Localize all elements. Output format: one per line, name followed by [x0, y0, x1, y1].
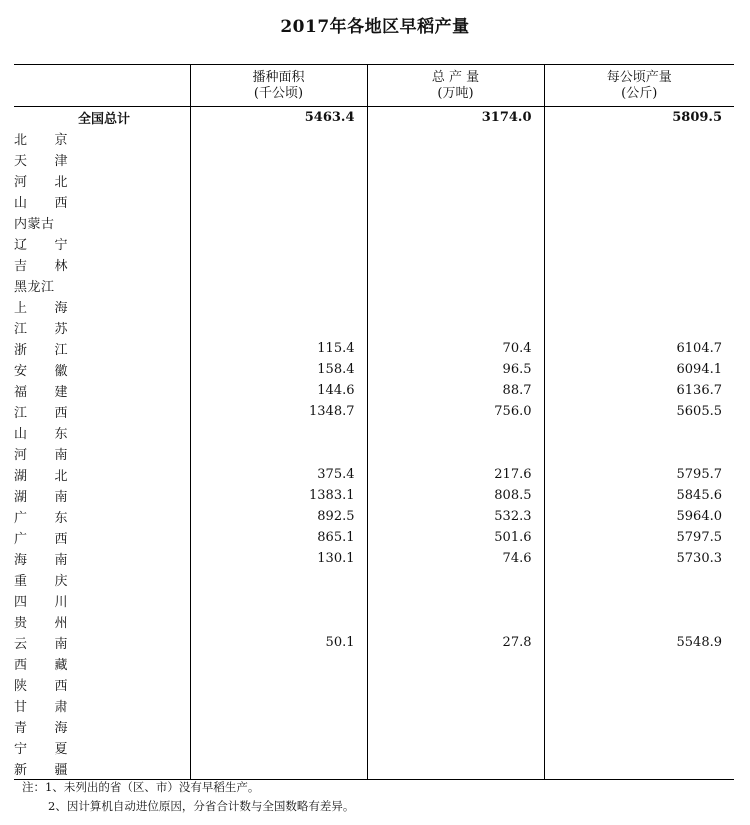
region-cell: 广 西 — [14, 532, 69, 547]
sown-area-cell — [190, 296, 367, 317]
header-sown-area-unit: (千公顷) — [253, 85, 304, 101]
region-cell: 福 建 — [14, 385, 69, 400]
table-body — [14, 107, 734, 780]
table-row — [14, 128, 734, 149]
total-output-cell: 70.4 — [367, 338, 544, 359]
total-output-cell — [367, 149, 544, 170]
total-output-cell — [367, 611, 544, 632]
footnote-1: 注：1、未列出的省（区、市）没有早稻生产。 — [22, 780, 260, 794]
region-cell: 云 南 — [14, 637, 69, 652]
header-region — [14, 65, 190, 107]
region-cell: 新 疆 — [14, 758, 190, 780]
total-output-cell — [367, 737, 544, 758]
yield-cell: 5605.5 — [544, 401, 734, 422]
region-cell: 广 东 — [14, 511, 69, 526]
total-output-cell — [367, 233, 544, 254]
yield-cell: 5548.9 — [544, 632, 734, 653]
sown-area-cell: 375.4 — [190, 464, 367, 485]
yield-cell — [544, 212, 734, 233]
yield-cell: 6104.7 — [544, 338, 734, 359]
sown-area-cell — [190, 212, 367, 233]
total-output-cell — [367, 191, 544, 212]
yield-cell — [544, 422, 734, 443]
table-row — [14, 632, 734, 653]
table-row — [14, 254, 734, 275]
sown-area-cell: 865.1 — [190, 527, 367, 548]
table-row — [14, 569, 734, 590]
sown-area-cell: 1348.7 — [190, 401, 367, 422]
yield-cell: 6094.1 — [544, 359, 734, 380]
table-row — [14, 275, 734, 296]
table-row — [14, 674, 734, 695]
yield-cell: 5797.5 — [544, 527, 734, 548]
table-row — [14, 590, 734, 611]
region-cell: 江 苏 — [14, 322, 69, 337]
total-output-cell: 96.5 — [367, 359, 544, 380]
total-output-cell: 756.0 — [367, 401, 544, 422]
yield-cell — [544, 653, 734, 674]
yield-cell — [544, 149, 734, 170]
footnotes — [22, 778, 354, 816]
total-output-cell — [367, 275, 544, 296]
table-row — [14, 485, 734, 506]
total-output-cell — [367, 716, 544, 737]
total-output-cell — [367, 758, 544, 780]
header-sown-area — [190, 65, 367, 107]
sown-area-cell — [190, 191, 367, 212]
total-output-cell — [367, 128, 544, 149]
sown-area-cell: 158.4 — [190, 359, 367, 380]
yield-cell — [544, 170, 734, 191]
footnote-2: 2、因计算机自动进位原因，分省合计数与全国数略有差异。 — [48, 799, 355, 813]
table-row — [14, 380, 734, 401]
table-row — [14, 317, 734, 338]
total-output-cell — [367, 296, 544, 317]
yield-cell: 5809.5 — [544, 107, 734, 129]
region-cell: 甘 肃 — [14, 700, 69, 715]
yield-cell: 5795.7 — [544, 464, 734, 485]
table-row — [14, 506, 734, 527]
sown-area-cell: 144.6 — [190, 380, 367, 401]
yield-cell — [544, 296, 734, 317]
total-output-cell — [367, 317, 544, 338]
region-cell: 湖 南 — [14, 490, 69, 505]
total-output-cell: 74.6 — [367, 548, 544, 569]
header-total-output — [367, 65, 544, 107]
table-row — [14, 401, 734, 422]
yield-cell: 6136.7 — [544, 380, 734, 401]
header-sown-area-name: 播种面积 — [252, 69, 305, 85]
sown-area-cell — [190, 569, 367, 590]
region-cell: 江 西 — [14, 406, 69, 421]
table-row — [14, 611, 734, 632]
sown-area-cell — [190, 317, 367, 338]
region-cell: 山 东 — [14, 427, 69, 442]
table-row — [14, 653, 734, 674]
region-cell: 陕 西 — [14, 679, 69, 694]
region-cell: 辽 宁 — [14, 238, 69, 253]
sown-area-cell: 115.4 — [190, 338, 367, 359]
page-title: 2017年各地区早稻产量 — [280, 17, 470, 37]
table-row — [14, 359, 734, 380]
sown-area-cell: 130.1 — [190, 548, 367, 569]
table-row — [14, 695, 734, 716]
sown-area-cell — [190, 128, 367, 149]
yield-cell — [544, 674, 734, 695]
table-row — [14, 737, 734, 758]
table-row — [14, 464, 734, 485]
table-row — [14, 527, 734, 548]
yield-cell — [544, 569, 734, 590]
sown-area-cell: 50.1 — [190, 632, 367, 653]
region-cell: 山 西 — [14, 196, 69, 211]
yield-cell — [544, 611, 734, 632]
sown-area-cell — [190, 716, 367, 737]
sown-area-cell — [190, 170, 367, 191]
table-row — [14, 233, 734, 254]
region-cell: 西 藏 — [14, 658, 69, 673]
yield-cell — [544, 695, 734, 716]
sown-area-cell — [190, 737, 367, 758]
header-yield-name: 每公顷产量 — [606, 69, 672, 85]
table-row — [14, 716, 734, 737]
yield-cell — [544, 254, 734, 275]
yield-cell — [544, 737, 734, 758]
early-rice-table — [14, 64, 734, 780]
sown-area-cell — [190, 254, 367, 275]
total-output-cell — [367, 674, 544, 695]
yield-cell — [544, 590, 734, 611]
sown-area-cell — [190, 758, 367, 780]
total-output-cell — [367, 653, 544, 674]
region-cell: 黑龙江 — [14, 280, 55, 295]
total-output-cell — [367, 422, 544, 443]
region-cell: 河 北 — [14, 175, 69, 190]
sown-area-cell — [190, 674, 367, 695]
yield-cell — [544, 443, 734, 464]
total-output-cell: 88.7 — [367, 380, 544, 401]
sown-area-cell — [190, 233, 367, 254]
table-header-row — [14, 65, 734, 107]
sown-area-cell: 1383.1 — [190, 485, 367, 506]
header-total-output-name: 总 产 量 — [431, 69, 480, 85]
sown-area-cell: 5463.4 — [190, 107, 367, 129]
table-row — [14, 149, 734, 170]
region-cell: 全国总计 — [78, 112, 131, 127]
table-row-total — [14, 107, 734, 129]
table-row — [14, 191, 734, 212]
total-output-cell — [367, 212, 544, 233]
table-row — [14, 422, 734, 443]
total-output-cell — [367, 170, 544, 191]
region-cell: 贵 州 — [14, 616, 69, 631]
region-cell: 重 庆 — [14, 574, 69, 589]
region-cell: 北 京 — [14, 133, 69, 148]
yield-cell — [544, 317, 734, 338]
table-row — [14, 338, 734, 359]
sown-area-cell — [190, 653, 367, 674]
table-row — [14, 212, 734, 233]
sown-area-cell — [190, 422, 367, 443]
region-cell: 河 南 — [14, 448, 69, 463]
sown-area-cell — [190, 275, 367, 296]
region-cell: 吉 林 — [14, 259, 69, 274]
total-output-cell: 808.5 — [367, 485, 544, 506]
table-row — [14, 296, 734, 317]
total-output-cell — [367, 695, 544, 716]
region-cell: 宁 夏 — [14, 742, 69, 757]
table-row — [14, 170, 734, 191]
yield-cell — [544, 191, 734, 212]
total-output-cell: 501.6 — [367, 527, 544, 548]
sown-area-cell — [190, 611, 367, 632]
total-output-cell: 217.6 — [367, 464, 544, 485]
sown-area-cell — [190, 149, 367, 170]
yield-cell: 5845.6 — [544, 485, 734, 506]
total-output-cell — [367, 590, 544, 611]
total-output-cell — [367, 443, 544, 464]
yield-cell: 5964.0 — [544, 506, 734, 527]
total-output-cell: 27.8 — [367, 632, 544, 653]
yield-cell — [544, 758, 734, 780]
yield-cell — [544, 233, 734, 254]
yield-cell — [544, 716, 734, 737]
table-row — [14, 548, 734, 569]
region-cell: 上 海 — [14, 301, 69, 316]
header-yield — [544, 65, 734, 107]
yield-cell — [544, 128, 734, 149]
sown-area-cell: 892.5 — [190, 506, 367, 527]
region-cell: 浙 江 — [14, 343, 69, 358]
sown-area-cell — [190, 443, 367, 464]
region-cell: 湖 北 — [14, 469, 69, 484]
region-cell: 天 津 — [14, 154, 69, 169]
region-cell: 内蒙古 — [14, 217, 55, 232]
yield-cell: 5730.3 — [544, 548, 734, 569]
total-output-cell: 532.3 — [367, 506, 544, 527]
total-output-cell: 3174.0 — [367, 107, 544, 129]
table-row — [14, 443, 734, 464]
total-output-cell — [367, 569, 544, 590]
table-row — [14, 758, 734, 780]
header-total-output-unit: (万吨) — [437, 85, 474, 101]
region-cell: 安 徽 — [14, 364, 69, 379]
region-cell: 海 南 — [14, 553, 69, 568]
header-yield-unit: (公斤) — [621, 85, 658, 101]
region-cell: 青 海 — [14, 721, 69, 736]
yield-cell — [544, 275, 734, 296]
region-cell: 四 川 — [14, 595, 69, 610]
sown-area-cell — [190, 695, 367, 716]
total-output-cell — [367, 254, 544, 275]
sown-area-cell — [190, 590, 367, 611]
